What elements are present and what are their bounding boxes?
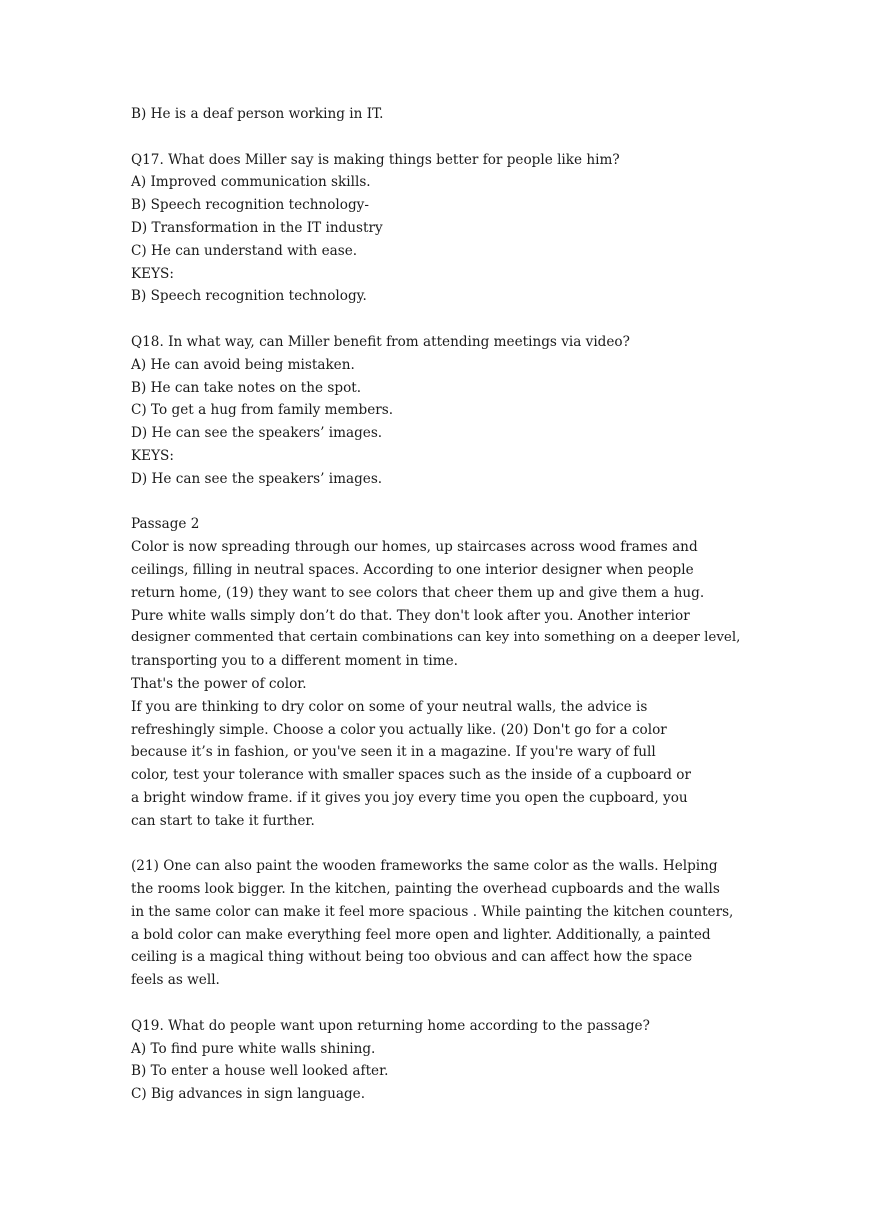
passage-line: (21) One can also paint the wooden frameworks the same color as the walls. Helping [131,858,718,875]
q18-option: A) He can avoid being mistaken. [131,356,355,373]
q18-option: D) He can see the speakers’ images. [131,425,383,442]
passage-line: transporting you to a different moment in time. [131,653,458,670]
passage-line: Pure white walls simply don’t do that. They don't look after you. Another interior [131,607,690,624]
q18-option: B) He can take notes on the spot. [131,379,362,396]
q17-question: Q17. What does Miller say is making things better for people like him? [131,151,620,168]
passage-line: can start to take it further. [131,812,315,829]
q17-key: B) Speech recognition technology. [131,288,367,305]
passage-line: because it’s in fashion, or you've seen it in a magazine. If you're wary of full [131,744,656,761]
q18-keys-label: KEYS: [131,447,174,464]
q19-option: B) To enter a house well looked after. [131,1063,389,1080]
q17-option: D) Transformation in the IT industry [131,219,383,236]
q17-option: C) He can understand with ease. [131,242,358,259]
document-page [131,103,741,1106]
passage-line: in the same color can make it feel more spacious . While painting the kitchen counters, [131,903,734,920]
passage-title: Passage 2 [131,516,200,533]
spacer [131,126,741,149]
passage-line: Color is now spreading through our homes, up staircases across wood frames and [131,539,698,556]
q18-question: Q18. In what way, can Miller benefit from attending meetings via video? [131,333,630,350]
passage-line: ceiling is a magical thing without being too obvious and can affect how the space [131,949,693,966]
q17-option: B) Speech recognition technology- [131,197,369,214]
passage-line: That's the power of color. [131,675,307,692]
q17-option: A) Improved communication skills. [131,174,371,191]
passage-line: the rooms look bigger. In the kitchen, painting the overhead cupboards and the walls [131,881,720,898]
spacer [131,308,741,331]
q19-option: C) Big advances in sign language. [131,1086,366,1103]
passage-line: return home, (19) they want to see colors that cheer them up and give them a hug. [131,584,705,601]
passage-line: If you are thinking to dry color on some of your neutral walls, the advice is [131,698,648,715]
q18-option: C) To get a hug from family members. [131,402,394,419]
spacer [131,992,741,1015]
passage-line: feels as well. [131,972,220,989]
q18-key: D) He can see the speakers’ images. [131,470,383,487]
passage-line: a bold color can make everything feel more open and lighter. Additionally, a painted [131,926,711,943]
passage-line: refreshingly simple. Choose a color you actually like. (20) Don't go for a color [131,721,667,738]
spacer [131,833,741,856]
passage-line: color, test your tolerance with smaller spaces such as the inside of a cupboard or [131,767,691,784]
spacer [131,491,741,514]
q16-option-b: B) He is a deaf person working in IT. [131,106,384,122]
passage-line: ceilings, filling in neutral spaces. According to one interior designer when people [131,561,694,578]
q19-option: A) To find pure white walls shining. [131,1040,376,1057]
q19-question: Q19. What do people want upon returning home according to the passage? [131,1017,650,1034]
passage-line: a bright window frame. if it gives you joy every time you open the cupboard, you [131,789,688,806]
passage-line: designer commented that certain combinations can key into something on a deeper level, [131,630,741,646]
q17-keys-label: KEYS: [131,265,174,282]
